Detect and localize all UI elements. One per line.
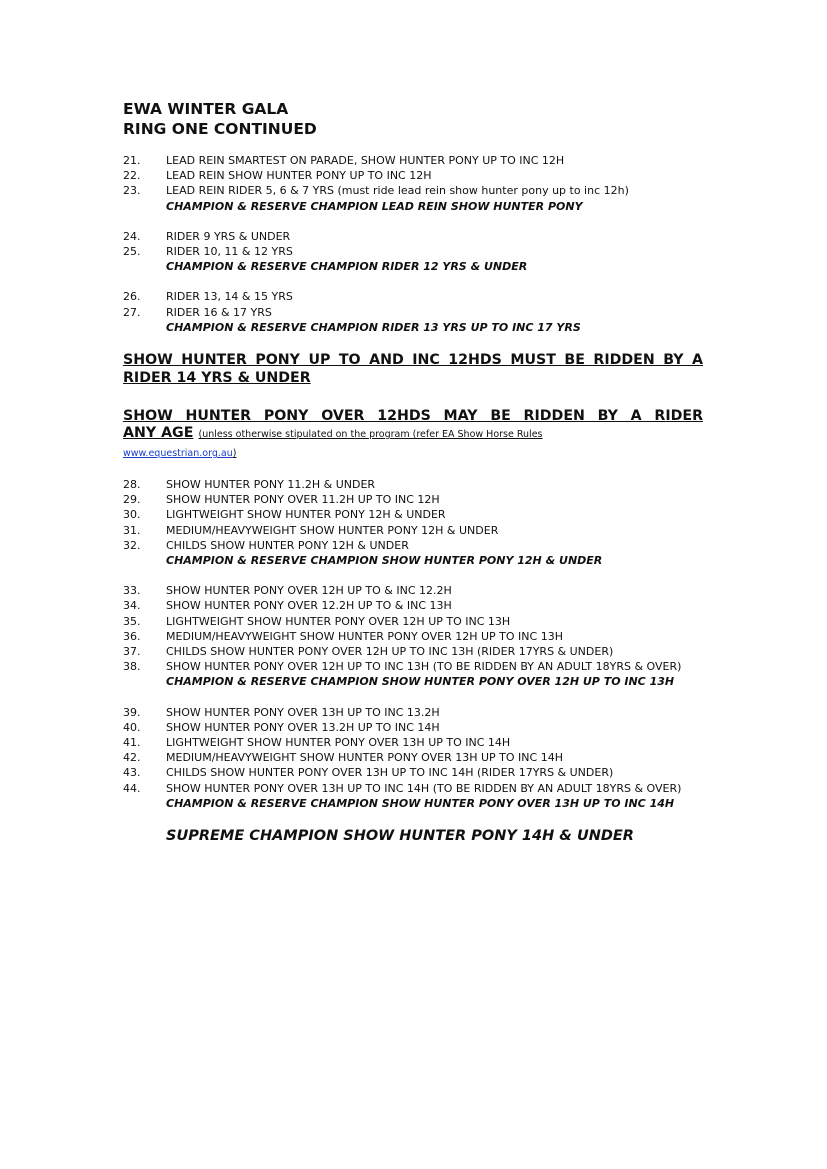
- class-name: SHOW HUNTER PONY 11.2H & UNDER: [166, 478, 376, 492]
- class-item: [123, 659, 703, 674]
- class-list-rider-17: [123, 289, 703, 335]
- class-item: [123, 720, 703, 735]
- class-item: [123, 153, 703, 168]
- class-list-12h: [123, 477, 703, 568]
- class-number: 30.: [123, 508, 141, 522]
- class-item: [123, 305, 703, 320]
- equestrian-link[interactable]: www.equestrian.org.au: [123, 448, 233, 460]
- class-number: 21.: [123, 154, 141, 167]
- class-item: [123, 629, 703, 644]
- class-item: [123, 705, 703, 720]
- rule-any-age: ANY AGE: [123, 425, 194, 442]
- class-number: 28.: [123, 478, 141, 492]
- class-number: 35.: [123, 614, 141, 628]
- class-item: [123, 735, 703, 750]
- document-page: [123, 99, 703, 845]
- class-number: 33.: [123, 584, 141, 598]
- supreme-champion: SUPREME CHAMPION SHOW HUNTER PONY 14H & UNDER: [166, 828, 634, 845]
- class-name: CHILDS SHOW HUNTER PONY OVER 12H UP TO INC 13H (RIDER 17YRS & UNDER): [166, 645, 614, 659]
- class-number: 24.: [123, 229, 141, 243]
- class-name: LEAD REIN SHOW HUNTER PONY UP TO INC 12H: [166, 169, 432, 183]
- class-item: [123, 183, 703, 198]
- class-item: [123, 507, 703, 522]
- class-list-13h: [123, 583, 703, 689]
- class-item: [123, 538, 703, 553]
- class-number: 42.: [123, 751, 141, 765]
- class-item: [123, 168, 703, 183]
- class-item: [123, 244, 703, 259]
- class-number: 40.: [123, 720, 141, 734]
- class-name: RIDER 9 YRS & UNDER: [166, 229, 291, 243]
- class-number: 36.: [123, 629, 141, 643]
- class-item: [123, 644, 703, 659]
- class-number: 31.: [123, 523, 141, 537]
- class-list-lead-rein: [123, 153, 703, 214]
- class-list-14h: [123, 705, 703, 811]
- class-number: 29.: [123, 493, 141, 507]
- class-name: MEDIUM/HEAVYWEIGHT SHOW HUNTER PONY OVER 12H UP TO INC 13H: [166, 629, 563, 643]
- class-name: SHOW HUNTER PONY OVER 13H UP TO INC 13.2H: [166, 705, 440, 719]
- class-item: [123, 289, 703, 304]
- class-number: 27.: [123, 305, 141, 319]
- class-name: LIGHTWEIGHT SHOW HUNTER PONY OVER 13H UP TO INC 14H: [166, 736, 511, 750]
- class-name: CHILDS SHOW HUNTER PONY 12H & UNDER: [166, 538, 409, 552]
- class-number: 37.: [123, 645, 141, 659]
- rule-note-text: (unless otherwise stipulated on the program (refer EA Show Horse Rules: [198, 429, 543, 441]
- rule-note-close: ): [232, 448, 237, 460]
- class-name: MEDIUM/HEAVYWEIGHT SHOW HUNTER PONY OVER 13H UP TO INC 14H: [166, 751, 563, 765]
- champion-line: CHAMPION & RESERVE CHAMPION SHOW HUNTER PONY 12H & UNDER: [166, 554, 603, 568]
- class-item: [123, 614, 703, 629]
- class-name: SHOW HUNTER PONY OVER 11.2H UP TO INC 12H: [166, 493, 440, 507]
- class-item: [123, 583, 703, 598]
- class-number: 43.: [123, 766, 141, 780]
- class-name: RIDER 10, 11 & 12 YRS: [166, 245, 293, 259]
- class-number: 26.: [123, 290, 141, 304]
- class-item: [123, 492, 703, 507]
- class-item: [123, 229, 703, 244]
- champion-line: CHAMPION & RESERVE CHAMPION SHOW HUNTER PONY OVER 12H UP TO INC 13H: [166, 675, 675, 689]
- champion-line: CHAMPION & RESERVE CHAMPION SHOW HUNTER PONY OVER 13H UP TO INC 14H: [166, 796, 675, 810]
- class-item: [123, 750, 703, 765]
- rule-note: [123, 423, 703, 463]
- class-item: [123, 477, 703, 492]
- class-number: 22.: [123, 169, 141, 183]
- class-name: SHOW HUNTER PONY OVER 13.2H UP TO INC 14H: [166, 720, 440, 734]
- class-name: CHILDS SHOW HUNTER PONY OVER 13H UP TO INC 14H (RIDER 17YRS & UNDER): [166, 766, 614, 780]
- champion-line: CHAMPION & RESERVE CHAMPION RIDER 13 YRS UP TO INC 17 YRS: [166, 320, 581, 334]
- class-number: 23.: [123, 184, 141, 198]
- class-number: 39.: [123, 705, 141, 719]
- rule-heading-12hds: SHOW HUNTER PONY UP TO AND INC 12HDS MUST BE RIDDEN BY A RIDER 14 YRS & UNDER: [123, 352, 703, 387]
- class-number: 25.: [123, 245, 141, 259]
- class-item: [123, 781, 703, 796]
- class-name: LIGHTWEIGHT SHOW HUNTER PONY 12H & UNDER: [166, 508, 446, 522]
- class-name: SHOW HUNTER PONY OVER 12H UP TO INC 13H (TO BE RIDDEN BY AN ADULT 18YRS & OVER): [166, 660, 682, 674]
- class-item: [123, 765, 703, 780]
- title-line-1: EWA WINTER GALA: [123, 100, 289, 118]
- class-name: RIDER 13, 14 & 15 YRS: [166, 290, 293, 304]
- class-item: [123, 598, 703, 613]
- page-title: [123, 99, 703, 139]
- title-line-2: RING ONE CONTINUED: [123, 120, 317, 138]
- class-name: SHOW HUNTER PONY OVER 12.2H UP TO & INC 13H: [166, 599, 452, 613]
- class-number: 34.: [123, 599, 141, 613]
- champion-line: CHAMPION & RESERVE CHAMPION RIDER 12 YRS & UNDER: [166, 260, 528, 274]
- class-number: 44.: [123, 781, 141, 795]
- class-name: SHOW HUNTER PONY OVER 13H UP TO INC 14H (TO BE RIDDEN BY AN ADULT 18YRS & OVER): [166, 781, 682, 795]
- class-name: SHOW HUNTER PONY OVER 12H UP TO & INC 12.2H: [166, 584, 452, 598]
- class-name: LIGHTWEIGHT SHOW HUNTER PONY OVER 12H UP TO INC 13H: [166, 614, 511, 628]
- class-list-rider-12: [123, 229, 703, 275]
- class-name: RIDER 16 & 17 YRS: [166, 305, 272, 319]
- class-item: [123, 523, 703, 538]
- champion-line: CHAMPION & RESERVE CHAMPION LEAD REIN SHOW HUNTER PONY: [166, 199, 583, 213]
- class-name: LEAD REIN SMARTEST ON PARADE, SHOW HUNTER PONY UP TO INC 12H: [166, 154, 565, 167]
- class-number: 41.: [123, 736, 141, 750]
- rule-heading-over-12hds: SHOW HUNTER PONY OVER 12HDS MAY BE RIDDEN BY A RIDER: [123, 408, 703, 425]
- class-number: 38.: [123, 660, 141, 674]
- class-number: 32.: [123, 538, 141, 552]
- class-name: MEDIUM/HEAVYWEIGHT SHOW HUNTER PONY 12H & UNDER: [166, 523, 499, 537]
- class-name: LEAD REIN RIDER 5, 6 & 7 YRS (must ride lead rein show hunter pony up to inc 12h): [166, 184, 629, 198]
